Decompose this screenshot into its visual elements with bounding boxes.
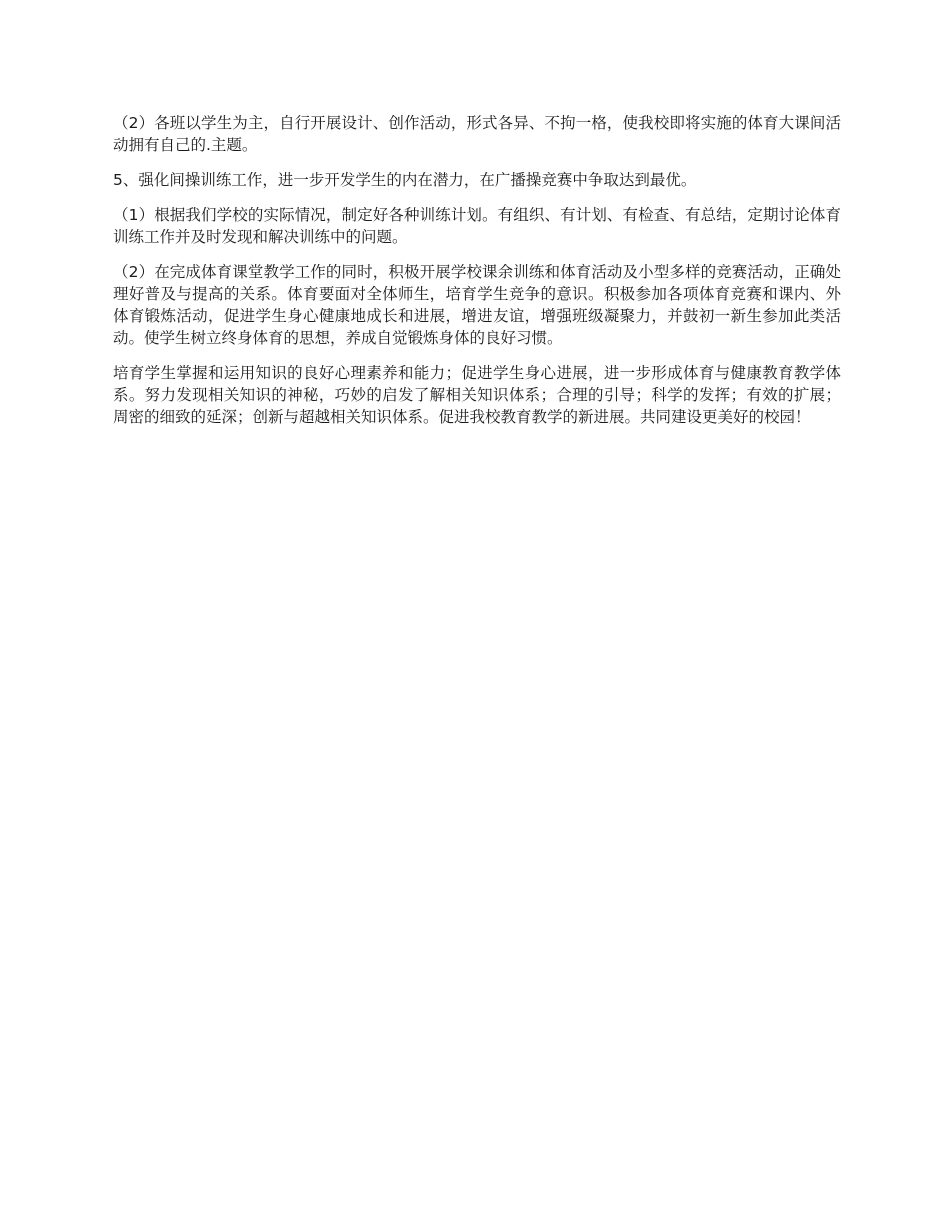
document-body [113,112,841,441]
paragraph-class-theme-design: （2）各班以学生为主，自行开展设计、创作活动，形式各异、不拘一格，使我校即将实施的体育大课间活动拥有自己的.主题。 [113,114,841,154]
paragraph-exercise-training: 5、强化间操训练工作，进一步开发学生的内在潜力，在广播操竞赛中争取达到最优。 [113,171,697,189]
paragraph-extracurricular-activities: （2）在完成体育课堂教学工作的同时，积极开展学校课余训练和体育活动及小型多样的竞赛活动，正确处理好普及与提高的关系。体育要面对全体师生，培育学生竞争的意识。积极参加各项体育竞赛和课内、外体育锻炼活动，促进学生身心健康地成长和进展，增进友谊，增强班级凝聚力，并鼓初一新生参加此类活动。使学生树立终身体育的思想，养成自觉锻炼身体的良好习惯。 [113,263,841,347]
paragraph-training-plan: （1）根据我们学校的实际情况，制定好各种训练计划。有组织、有计划、有检查、有总结，定期讨论体育训练工作并及时发现和解决训练中的问题。 [113,206,841,246]
paragraph-conclusion: 培育学生掌握和运用知识的良好心理素养和能力；促进学生身心进展，进一步形成体育与健康教育教学体系。努力发现相关知识的神秘，巧妙的启发了解相关知识体系；合理的引导；科学的发挥；有效的扩展；周密的细致的延深；创新与超越相关知识体系。促进我校教育教学的新进展。共同建设更美好的校园！ [113,364,841,426]
